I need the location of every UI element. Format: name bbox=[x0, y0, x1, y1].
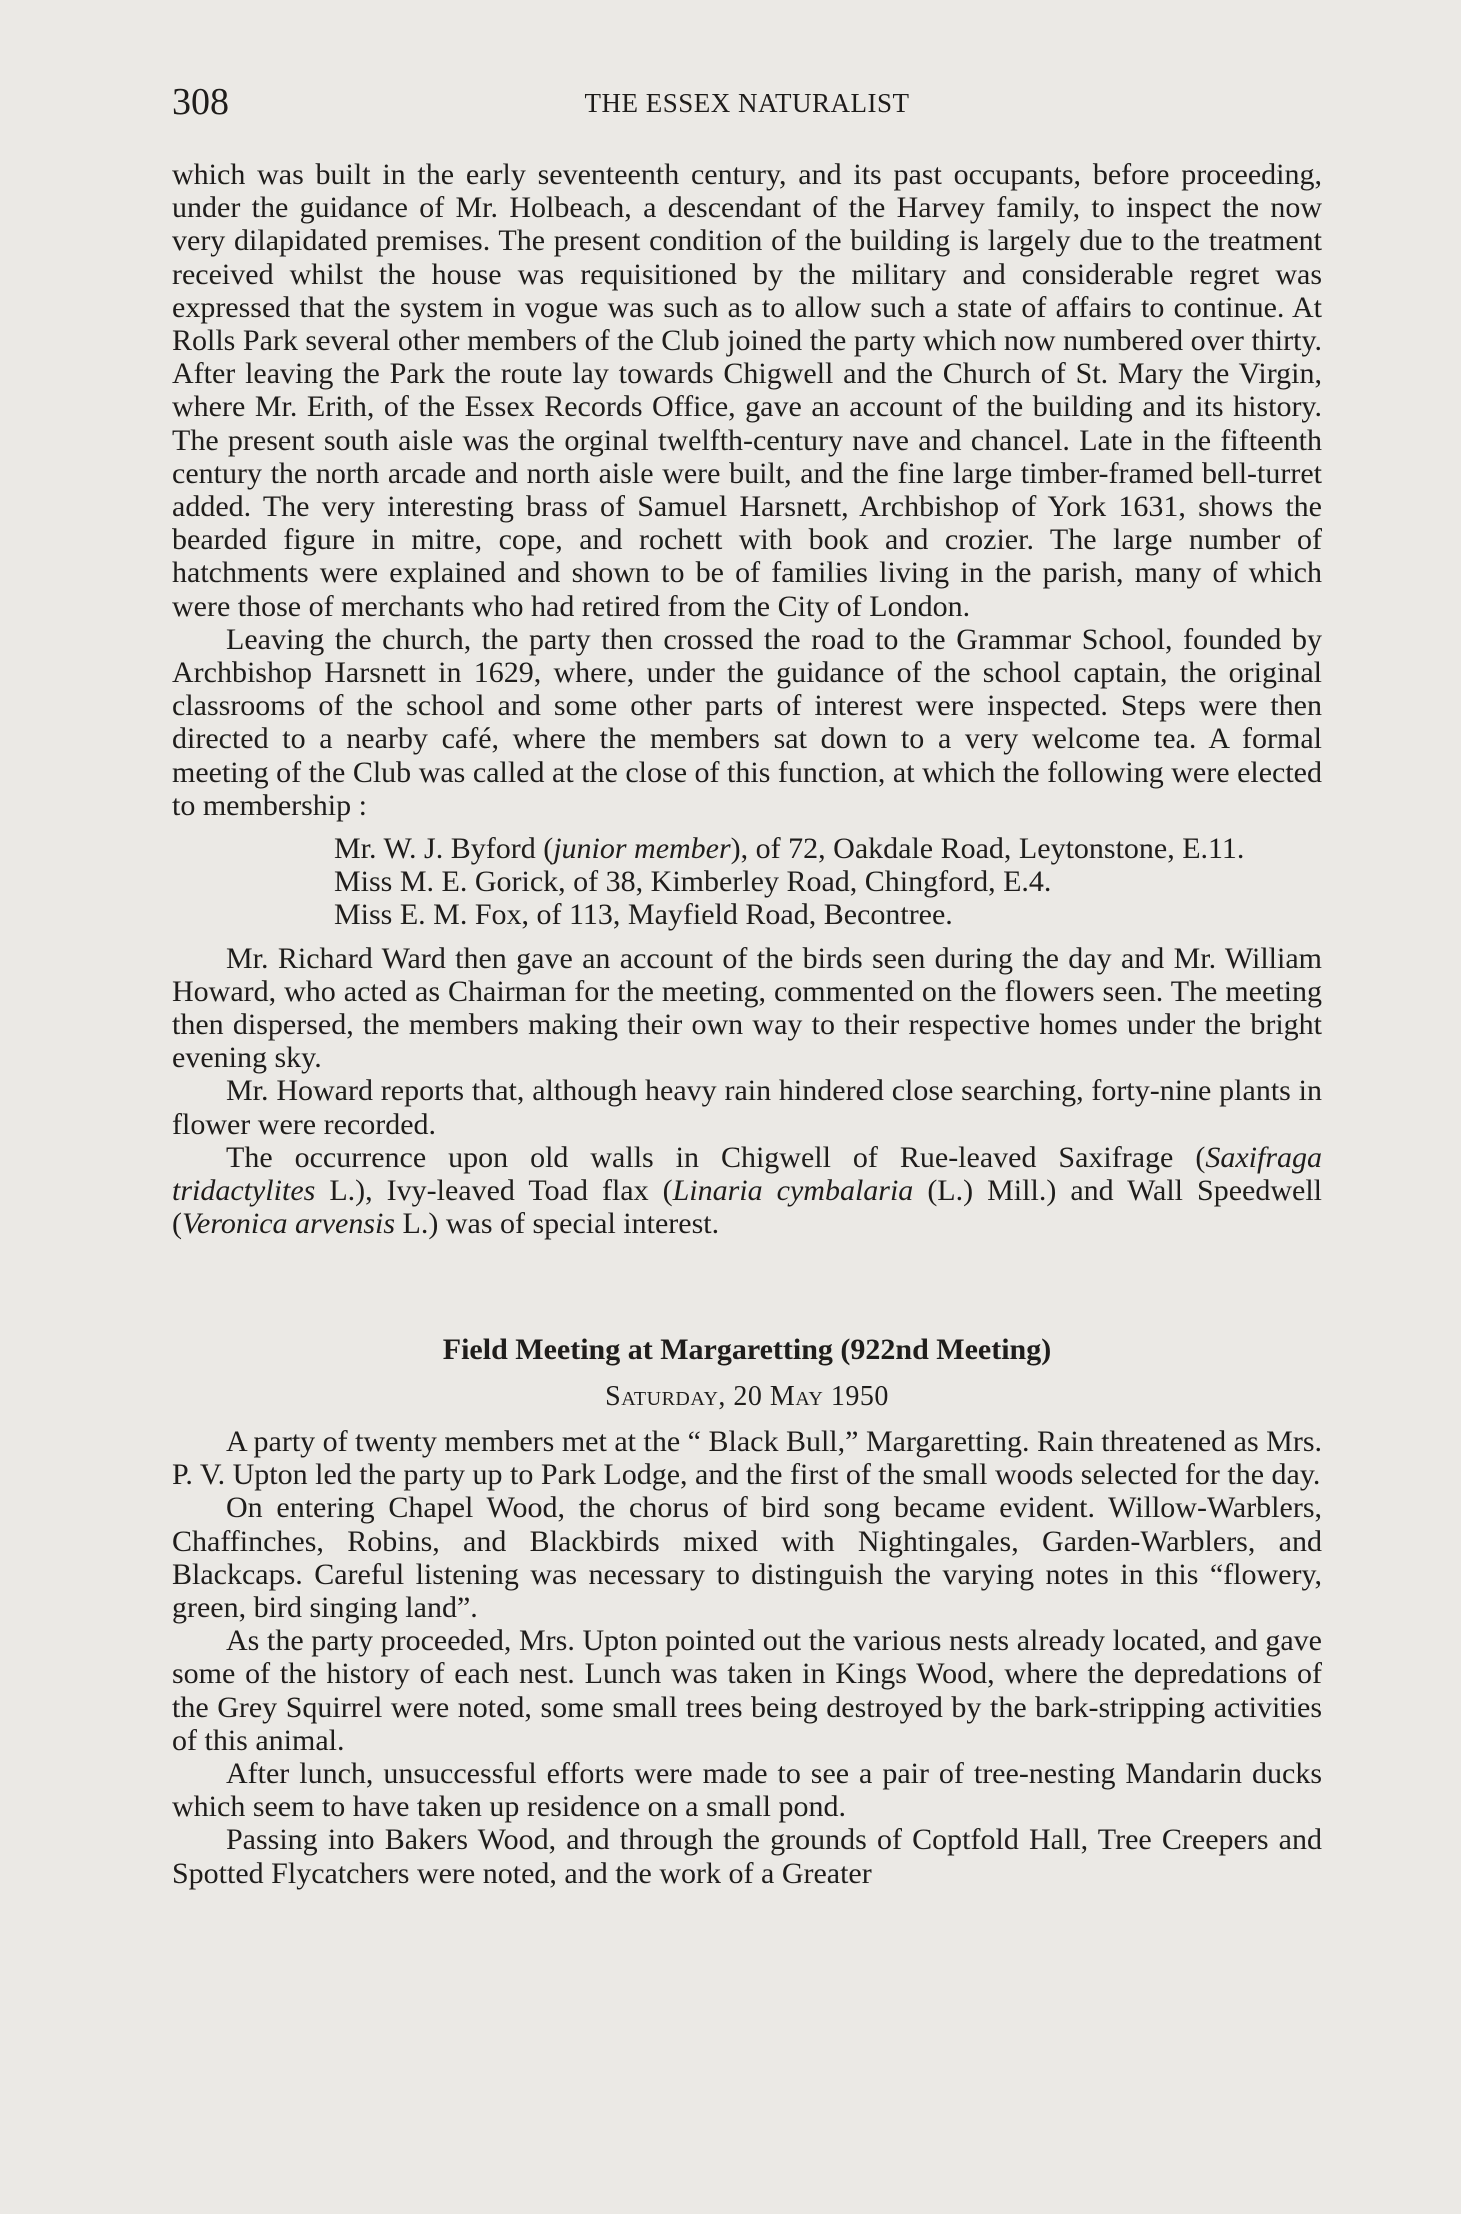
paragraph: Leaving the church, the party then crossed the road to the Grammar School, founded by Archbishop Harsnett in 1629, where, under the guidance of the school captain, the original classrooms of the school and some other parts of interest were inspected. Steps were then directed to a nearby café, where the members sat down to a very welcome tea. A formal meeting of the Club was called at the close of this function, at which the following were elected to membership : bbox=[172, 622, 1322, 822]
member-text: ), of 72, Oakdale Road, Leytonstone, E.11. bbox=[730, 832, 1245, 866]
species-name: Linaria cymbalaria bbox=[672, 1174, 914, 1208]
paragraph: On entering Chapel Wood, the chorus of bird song became evident. Willow-Warblers, Chaffinches, Robins, and Blackbirds mixed with Nightingales, Garden-Warblers, and Blackcaps. Careful listening was necessary to distinguish the varying notes in this “flowery, green, bird singing land”. bbox=[172, 1491, 1322, 1624]
page-number: 308 bbox=[172, 81, 229, 123]
section-heading: Field Meeting at Margaretting (922nd Meeting) bbox=[442, 1332, 1052, 1366]
body-text bbox=[172, 158, 1322, 1890]
text-run: (L.) Mill.) and Wall Speedwell ( bbox=[172, 1174, 1322, 1241]
page-header bbox=[172, 80, 1322, 130]
member-entry: Miss M. E. Gorick, of 38, Kimberley Road, Chingford, E.4. bbox=[334, 865, 1052, 899]
member-text: Mr. W. J. Byford ( bbox=[334, 832, 554, 866]
member-entry: Miss E. M. Fox, of 113, Mayfield Road, Becontree. bbox=[334, 898, 953, 932]
membership-list bbox=[172, 832, 1322, 932]
paragraph: As the party proceeded, Mrs. Upton pointed out the various nests already located, and gave some of the history of each nest. Lunch was taken in Kings Wood, where the depredations of the Grey Squirrel were noted, some small trees being destroyed by the bark-stripping activities of this animal. bbox=[172, 1624, 1322, 1757]
paragraph: After lunch, unsuccessful efforts were made to see a pair of tree-nesting Mandarin ducks which seem to have taken up residence on a small pond. bbox=[172, 1756, 1322, 1824]
member-note: junior member bbox=[553, 832, 731, 866]
paragraph bbox=[172, 1141, 1322, 1241]
species-name: Saxifraga tridactylites bbox=[172, 1140, 1322, 1208]
text-run: L.), Ivy-leaved Toad flax ( bbox=[315, 1174, 673, 1208]
paragraph: A party of twenty members met at the “ Black Bull,” Margaretting. Rain threatened as Mrs. P. V. Upton led the party up to Park Lodge, and the first of the small woods selected for the day. bbox=[172, 1424, 1322, 1492]
running-head: THE ESSEX NATURALIST bbox=[584, 88, 910, 118]
section-date: Saturday, 20 May 1950 bbox=[605, 1380, 889, 1412]
paragraph: Mr. Richard Ward then gave an account of the birds seen during the day and Mr. William Howard, who acted as Chairman for the meeting, commented on the flowers seen. The meeting then dispersed, the members making their own way to their respective homes under the bright evening sky. bbox=[172, 941, 1322, 1075]
paragraph: Passing into Bakers Wood, and through the grounds of Coptfold Hall, Tree Creepers and Spotted Flycatchers were noted, and the work of a Greater bbox=[172, 1823, 1322, 1890]
species-name: Veronica arvensis bbox=[182, 1207, 396, 1241]
paragraph: Mr. Howard reports that, although heavy rain hindered close searching, forty-nine plants in flower were recorded. bbox=[172, 1074, 1322, 1141]
text-run: L.) was of special interest. bbox=[395, 1207, 720, 1241]
text-run: The occurrence upon old walls in Chigwell of Rue-leaved Saxifrage ( bbox=[226, 1140, 1206, 1174]
paragraph: which was built in the early seventeenth century, and its past occupants, before proceeding, under the guidance of Mr. Holbeach, a descendant of the Harvey family, to inspect the now very dilapidated premises. The present condition of the building is largely due to the treatment received whilst the house was requisitioned by the military and considerable regret was expressed that the system in vogue was such as to allow such a state of affairs to continue. At Rolls Park several other members of the Club joined the party which now numbered over thirty. After leaving the Park the route lay towards Chigwell and the Church of St. Mary the Virgin, where Mr. Erith, of the Essex Records Office, gave an account of the building and its history. The present south aisle was the orginal twelfth-century nave and chancel. Late in the fifteenth century the north arcade and north aisle were built, and the fine large timber-framed bell-turret added. The very interesting brass of Samuel Harsnett, Archbishop of York 1631, shows the bearded figure in mitre, cope, and rochett with book and crozier. The large number of hatchments were explained and shown to be of families living in the parish, many of which were those of merchants who had retired from the City of London. bbox=[172, 158, 1322, 623]
member-entry bbox=[172, 832, 1322, 865]
